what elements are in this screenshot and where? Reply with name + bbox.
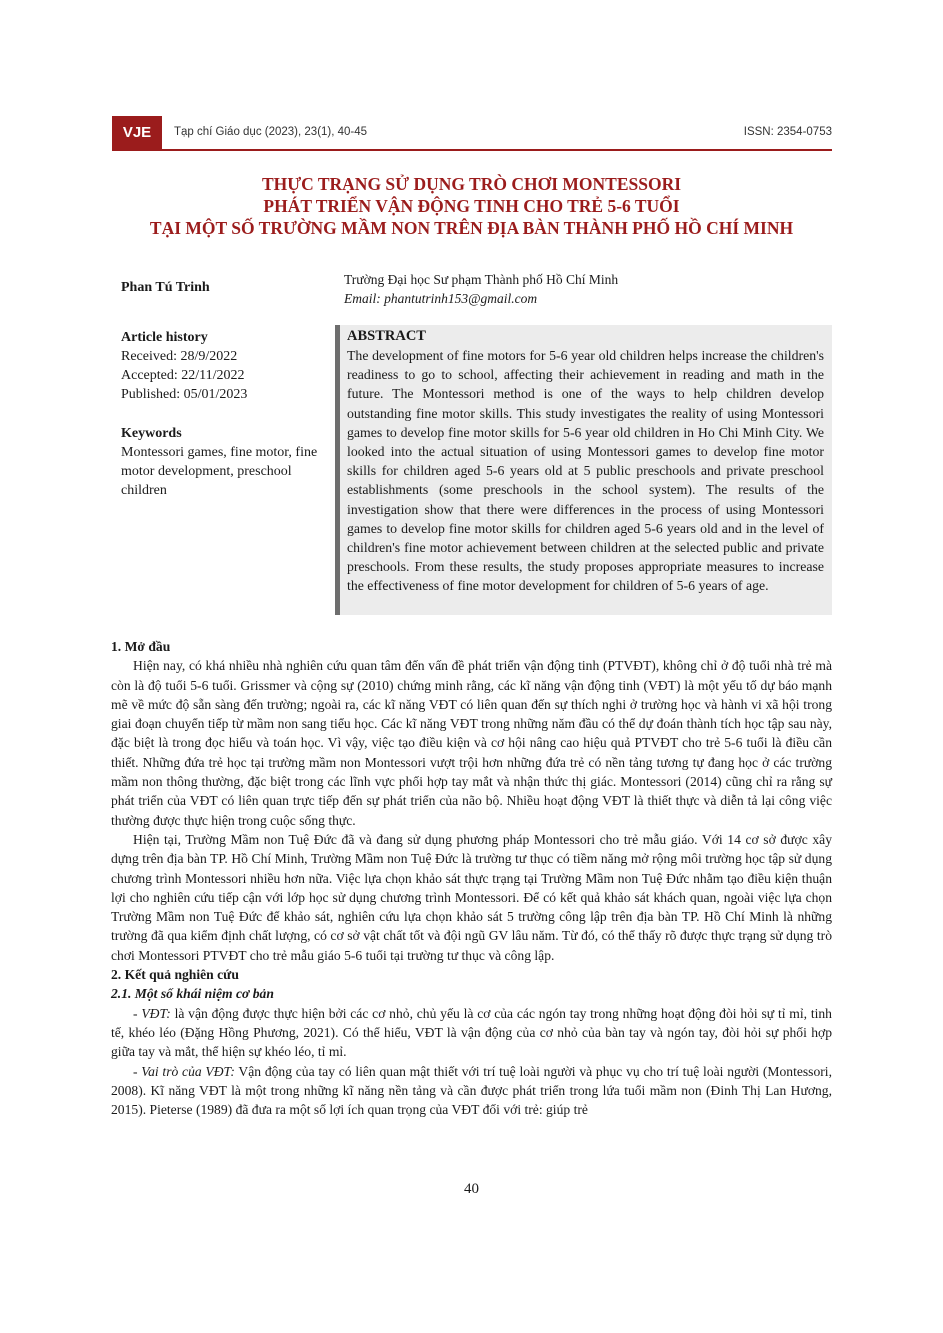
paragraph: Hiện nay, có khá nhiều nhà nghiên cứu quan tâm đến vấn đề phát triển vận động tinh (PTVĐT), không chỉ ở độ tuổi nhà trẻ mà còn là độ tuổi 5-6 tuổi. Grissmer và cộng sự (2010) chứng minh rằng, các kĩ năng vận động tinh (VĐT) là một yếu tố dự báo mạnh mẽ về mức độ sẵn sàng đến trường; ngoài ra, các kĩ năng VĐT có liên quan đến sự thích nghi ở trường học và hành vi xã hội trong giai đoạn chuyển tiếp từ mầm non sang tiểu học. Các kĩ năng VĐT trong những năm đầu có thể dự đoán thành tích học tập sau này, đặc biệt là trong đọc hiểu và toán học. Vì vậy, việc tạo điều kiện và cơ hội nâng cao hiệu quả PTVĐT cho trẻ 5-6 tuổi là điều cần thiết. Những đứa trẻ học tại trường mầm non Montessori vượt trội hơn những đứa trẻ có nền tảng tương tự đang học ở các trường mầm non thông thường, đặc biệt trong các lĩnh vực phối hợp tay mắt và nhận thức thị giác. Montessori (2014) cũng chỉ ra rằng sự phát triển của VĐT có liên quan trực tiếp đến sự phát triển của não bộ. Nhiều hoạt động VĐT là thiết thực và diễn tả lại công việc thường được thực hiện trong cuộc sống thực. (111, 658, 832, 828)
author-name: Phan Tú Trinh (121, 280, 210, 295)
article-history-heading: Article history (121, 330, 208, 345)
title-line: THỰC TRẠNG SỬ DỤNG TRÒ CHƠI MONTESSORI (261, 174, 682, 194)
affiliation: Trường Đại học Sư phạm Thành phố Hồ Chí Minh (344, 272, 619, 287)
author-email: Email: phantutrinh153@gmail.com (344, 291, 538, 306)
abstract-text: The development of fine motors for 5-6 year old children helps increase the children's readiness to go to school, affecting their achievement in reading and math in the future. The Montessori method is one of the ways to help children develop outstanding fine motor skills. This study investigates the reality of using Montessori games to develop fine motor skills for 5-6 year old children in Ho Chi Minh City. We looked into the actual situation of using Montessori games to develop fine motor skills for children aged 5-6 years old at 5 public preschools and private preschool establishments (some preschools in the school system). The results of the investigation show that there were differences in the process of using Montessori games to develop fine motor skills for children aged 5-6 years old and in the level of children's fine motor achievement between children at the selected public and private preschools. From these results, the study proposes appropriate measures to increase the effectiveness of fine motor development for children of 5-6 years of age. (347, 348, 824, 594)
journal-header (112, 116, 832, 150)
paragraph (111, 1004, 832, 1062)
paragraph: Hiện tại, Trường Mầm non Tuệ Đức đã và đang sử dụng phương pháp Montessori cho trẻ mẫu giáo. Với 14 cơ sở được xây dựng trên địa bàn TP. Hồ Chí Minh, Trường Mầm non Tuệ Đức là trường tư thục có tiềm năng mở rộng môi trường học tập sử dụng chương trình Montessori nhiều hơn nữa. Việc lựa chọn khảo sát thực trạng tại Trường Mầm non Tuệ Đức nhằm tạo điều kiện thuận lợi cho nghiên cứu tiếp cận với lớp học sử dụng chương trình Montessori. Để có kết quả khảo sát khách quan, ngoài việc lựa chọn Trường Mầm non Tuệ Đức để khảo sát, nghiên cứu lựa chọn khảo sát 5 trường công lập trên địa bàn TP. Hồ Chí Minh là những trường đã qua kiểm định chất lượng, có cơ sở vật chất tốt và đội ngũ GV lâu năm. Từ đó, có thể thấy rõ được thực trạng sử dụng trò chơi Montessori PTVĐT cho trẻ mẫu giáo 5-6 tuổi tại trường tư thục và công lập. (111, 831, 832, 963)
journal-citation: Tạp chí Giáo dục (2023), 23(1), 40-45 (174, 126, 368, 138)
abstract-box (335, 325, 832, 615)
paragraph (111, 1062, 832, 1120)
term: - VĐT: (133, 1005, 171, 1021)
section-heading: 1. Mở đầu (111, 639, 171, 654)
paper-title (60, 173, 883, 239)
body-text (111, 637, 832, 1119)
definition: là vận động được thực hiện bởi các cơ nhỏ, chủ yếu là cơ của các ngón tay trong những hoạt động đòi hỏi sự tỉ mỉ, tinh tế, khéo léo (Đặng Hồng Phương, 2021). Có thể hiểu, VĐT là vận động của cơ nhỏ của bàn tay và ngón tay, đòi hỏi sự phối hợp giữa tay và mắt, thể hiện sự khéo léo, tỉ mỉ. (111, 1005, 832, 1060)
abstract-heading: ABSTRACT (347, 328, 426, 344)
definition: Vận động của tay có liên quan mật thiết với trí tuệ loài người và phục vụ cho trí tuệ loài người (Montessori, 2008). Kĩ năng VĐT là một trong những kĩ năng nền tảng và cần được phát triển trong lứa tuổi mầm non (Đinh Thị Lan Hương, 2015). Pieterse (1989) đã đưa ra một số lợi ích quan trọng của VĐT đối với trẻ: giúp trẻ (111, 1063, 832, 1118)
journal-logo-badge: VJE (112, 116, 162, 150)
header-divider (112, 149, 832, 151)
keywords-text: Montessori games, fine motor, fine motor development, preschool children (121, 445, 318, 498)
subsection-heading: 2.1. Một số khái niệm cơ bản (111, 986, 274, 1002)
page-number: 40 (464, 1181, 479, 1197)
published-date: Published: 05/01/2023 (121, 387, 248, 402)
received-date: Received: 28/9/2022 (121, 349, 238, 364)
issn: ISSN: 2354-0753 (743, 126, 832, 138)
keywords-heading: Keywords (121, 426, 182, 441)
term: - Vai trò của VĐT: (133, 1063, 235, 1079)
title-line: TẠI MỘT SỐ TRƯỜNG MẦM NON TRÊN ĐỊA BÀN THÀNH PHỐ HỒ CHÍ MINH (149, 218, 794, 238)
section-heading: 2. Kết quả nghiên cứu (111, 967, 239, 983)
author-affiliation-block (344, 270, 618, 308)
title-line: PHÁT TRIỂN VẬN ĐỘNG TINH CHO TRẺ 5-6 TUỔI (263, 196, 680, 216)
article-meta-sidebar (121, 328, 321, 500)
accepted-date: Accepted: 22/11/2022 (121, 368, 245, 383)
